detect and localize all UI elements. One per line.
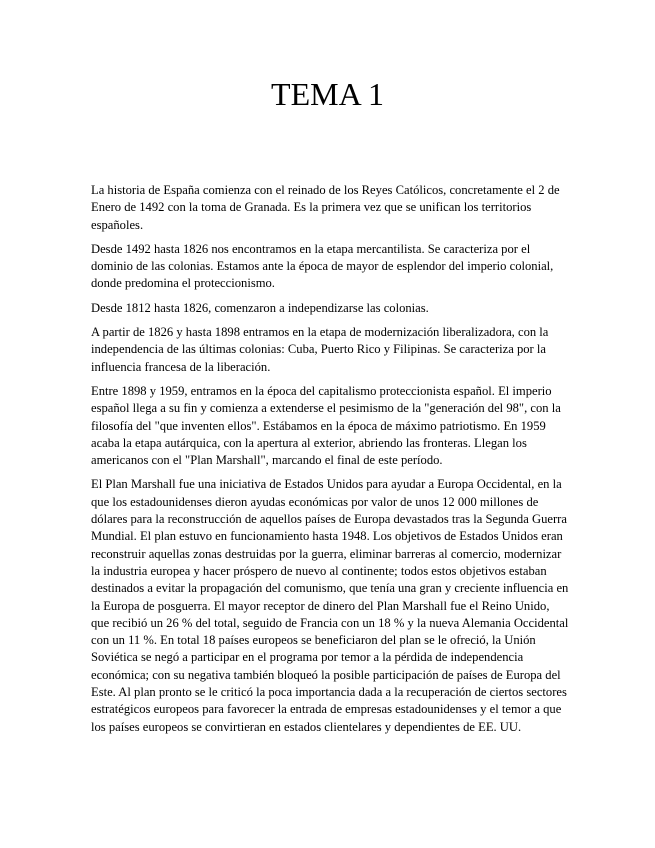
paragraph-reyes-catolicos: La historia de España comienza con el reinado de los Reyes Católicos, concretamente el 2 de Enero de 1492 con la toma de Granada. Es la primera vez que se unifican los territorios españoles. [91,183,560,232]
paragraph-plan-marshall: El Plan Marshall fue una iniciativa de Estados Unidos para ayudar a Europa Occidental, en la que los estadounidenses dieron ayudas económicas por valor de unos 12 000 millones de dólares para la reconstrucción de aquellos países de Europa devastados tras la Segunda Guerra Mundial. El plan estuvo en funcionamiento hasta 1948. Los objetivos de Estados Unidos eran reconstruir aquellas zonas destruidas por la guerra, eliminar barreras al comercio, modernizar la industria europea y hacer próspero de nuevo al continente; todos estos objetivos estaban destinados a evitar la propagación del comunismo, que tenía una gran y creciente influencia en la Europa de posguerra. El mayor receptor de dinero del Plan Marshall fue el Reino Unido, que recibió un 26 % del total, seguido de Francia con un 18 % y la nueva Alemania Occidental con un 11 %. En total 18 países europeos se beneficiaron del plan se le ofreció, la Unión Soviética se negó a participar en el programa por temor a la pérdida de independencia económica; con su negativa también bloqueó la posible participación de países de Europa del Este. Al plan pronto se le criticó la poca importancia dada a la recuperación de ciertos sectores estratégicos europeos para favorecer la entrada de empresas estadounidenses y el temor a que los países europeos se convirtieran en estados clientelares y dependientes de EE. UU. [91,477,569,734]
page-title: TEMA 1 [271,76,384,112]
document-body [91,182,569,743]
paragraph-etapa-mercantilista: Desde 1492 hasta 1826 nos encontramos en la etapa mercantilista. Se caracteriza por el dominio de las colonias. Estamos ante la época de mayor de esplendor del imperio colonial, donde predomina el proteccionismo. [91,241,554,291]
paragraph-modernizacion-liberalizadora: A partir de 1826 y hasta 1898 entramos en la etapa de modernización liberalizadora, con la independencia de las últimas colonias: Cuba, Puerto Rico y Filipinas. Se caracteriza por la influencia francesa de la liberación. [91,325,549,374]
paragraph-capitalismo-proteccionista: Entre 1898 y 1959, entramos en la época del capitalismo proteccionista español. El imperio español llega a su fin y comienza a extenderse el pesimismo de la "generación del 98", con la filosofía del "que inventen ellos". Estábamos en la época de máximo patriotismo. En 1959 acaba la etapa autárquica, con la apertura al exterior, abriendo las fronteras. Llegan los americanos con el "Plan Marshall", marcando el final de este período. [91,383,561,468]
paragraph-independencia-colonias: Desde 1812 hasta 1826, comenzaron a independizarse las colonias. [91,300,429,315]
